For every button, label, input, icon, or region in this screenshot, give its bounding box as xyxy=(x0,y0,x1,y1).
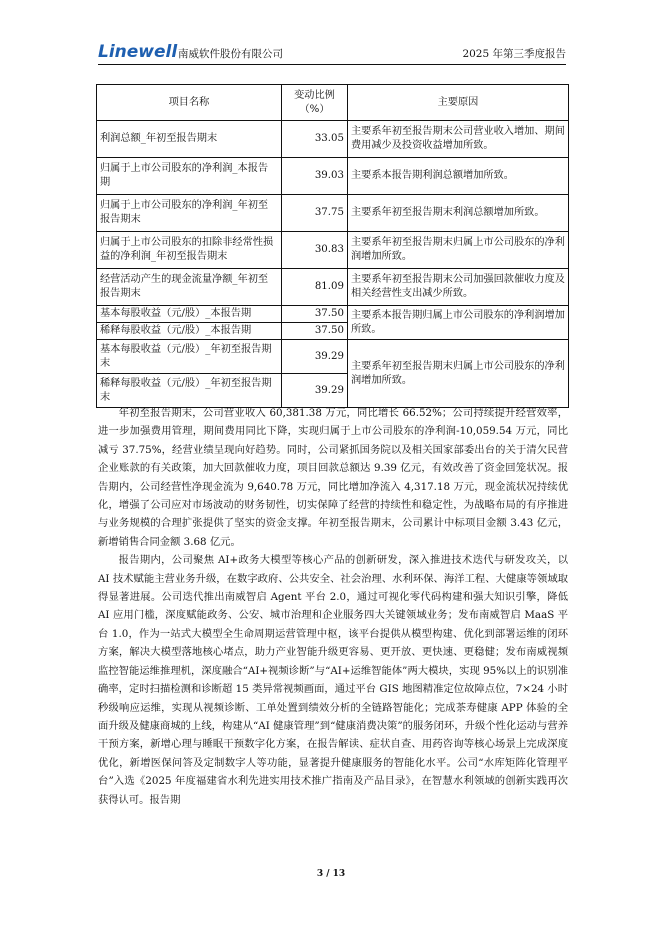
row-item: 归属于上市公司股东的净利润_年初至报告期末 xyxy=(97,195,282,232)
table-row xyxy=(97,121,569,158)
header-divider xyxy=(98,64,566,65)
row-reason: 主要系年初至报告期末公司营业收入增加、期间费用减少及投资收益增加所致。 xyxy=(348,121,569,158)
row-change: 81.09 xyxy=(282,269,348,306)
row-item: 稀释每股收益（元/股）_本报告期 xyxy=(97,323,282,340)
page-number: 3 / 13 xyxy=(316,869,346,879)
change-table xyxy=(96,84,569,408)
body-text xyxy=(98,404,568,809)
row-change: 39.03 xyxy=(282,158,348,195)
row-change: 37.50 xyxy=(282,306,348,323)
company-name: 南威软件股份有限公司 xyxy=(178,48,283,60)
header-change: 变动比例（%） xyxy=(282,85,348,121)
paragraph: 年初至报告期末，公司营业收入 60,381.38 万元，同比增长 66.52%；公司持续提升经营效率，进一步加强费用管理，期间费用同比下降，实现归属于上市公司股东的净利润-10,059.54 万元，同比减亏 37.75%，经营业绩呈现向好趋势。同时，公司紧抓国务院以及相关国家部委出台的关于清欠民营企业账款的有关政策，加大回款催收力度，项目回款总额达 9.39 亿元，有效改善了资金回笼状况。报告期内，公司经营性净现金流为 9,640.78 万元，同比增加净流入 4,317.18 万元，现金流状况持续优化，增强了公司应对市场波动的财务韧性，切实保障了经营的持续性和稳定性，为战略布局的有序推进与业务规模的合理扩张提供了坚实的资金支撑。年初至报告期末，公司累计中标项目金额 3.43 亿元，新增销售合同金额 3.68 亿元。 xyxy=(98,407,568,548)
header-item: 项目名称 xyxy=(97,85,282,121)
row-item: 归属于上市公司股东的扣除非经常性损益的净利润_年初至报告期末 xyxy=(97,232,282,269)
table-row xyxy=(97,340,569,374)
linewell-logo: Linewell xyxy=(98,42,178,62)
row-item: 利润总额_年初至报告期末 xyxy=(97,121,282,158)
table-row xyxy=(97,306,569,323)
table-row xyxy=(97,158,569,195)
row-item: 稀释每股收益（元/股）_年初至报告期末 xyxy=(97,374,282,408)
table-header-row xyxy=(97,85,569,121)
table-row xyxy=(97,232,569,269)
row-change: 37.75 xyxy=(282,195,348,232)
row-reason: 主要系年初至报告期末利润总额增加所致。 xyxy=(348,195,569,232)
row-change: 39.29 xyxy=(282,374,348,408)
row-change: 30.83 xyxy=(282,232,348,269)
row-item: 归属于上市公司股东的净利润_本报告期 xyxy=(97,158,282,195)
row-reason: 主要系年初至报告期末归属上市公司股东的净利润增加所致。 xyxy=(348,232,569,269)
table-row xyxy=(97,269,569,306)
header-reason: 主要原因 xyxy=(348,85,569,121)
row-change: 33.05 xyxy=(282,121,348,158)
row-reason: 主要系年初至报告期末公司加强回款催收力度及相关经营性支出减少所致。 xyxy=(348,269,569,306)
row-reason-merged: 主要系本报告期归属上市公司股东的净利润增加所致。 xyxy=(348,306,569,340)
table-row xyxy=(97,195,569,232)
row-reason-merged: 主要系年初至报告期末归属上市公司股东的净利润增加所致。 xyxy=(348,340,569,408)
paragraph: 报告期内，公司聚焦 AI+政务大模型等核心产品的创新研发，深入推进技术迭代与研发攻关，以 AI 技术赋能主营业务升级，在数字政府、公共安全、社会治理、水利环保、海洋工程、大健康等领域取得显著进展。公司迭代推出南威智启 Agent 平台 2.0，通过可视化零代码构建和强大知识引擎，降低 AI 应用门槛，深度赋能政务、公安、城市治理和企业服务四大关键领域业务；发布南威智启 MaaS 平台 1.0，作为一站式大模型全生命周期运营管理中枢，该平台提供从模型构建、优化到部署运维的闭环方案，解决大模型落地核心堵点，助力产业智能升级更容易、更开放、更快速、更稳健；发布南威视频监控智能运维推理机，深度融合“AI+视频诊断”与“AI+运维智能体”两大模块，实现 95%以上的识别准确率，定时扫描检测和诊断超 15 类异常视频画面，通过平台 GIS 地图精准定位故障点位，7×24 小时秒级响应运维，实现从视频诊断、工单处置到绩效分析的全链路智能化；完成茶寿健康 APP 体验的全面升级及健康商城的上线，构建从“AI 健康管理”到“健康消费决策”的服务闭环，升级个性化运动与营养干预方案，新增心理与睡眠干预数字化方案，在报告解读、症状自查、用药咨询等核心场景上完成深度优化，新增医保问答及定制数字人等功能，显著提升健康服务的智能化水平。公司“水库矩阵化管理平台”入选《2025 年度福建省水利先进实用技术推广指南及产品目录》，在智慧水利领域的创新实践再次获得认可。报告期 xyxy=(98,554,568,806)
row-change: 39.29 xyxy=(282,340,348,374)
row-change: 37.50 xyxy=(282,323,348,340)
report-title: 2025 年第三季度报告 xyxy=(462,48,566,60)
row-item: 经营活动产生的现金流量净额_年初至报告期末 xyxy=(97,269,282,306)
row-item: 基本每股收益（元/股）_年初至报告期末 xyxy=(97,340,282,374)
row-reason: 主要系本报告期利润总额增加所致。 xyxy=(348,158,569,195)
page-header xyxy=(98,42,566,64)
row-item: 基本每股收益（元/股）_本报告期 xyxy=(97,306,282,323)
